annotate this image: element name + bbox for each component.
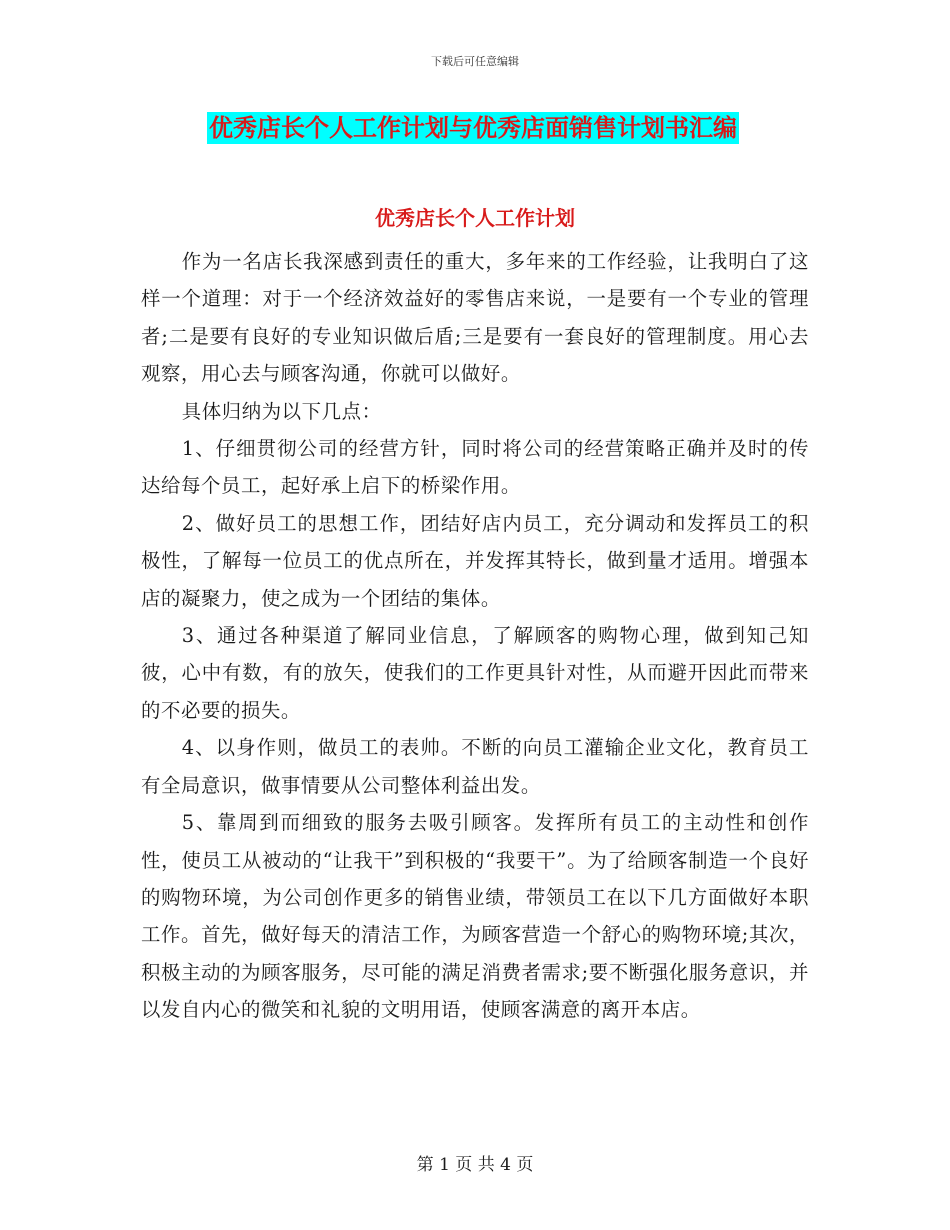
- header-note: 下载后可任意编辑: [431, 55, 519, 68]
- page-footer: 第 1 页 共 4 页: [416, 1155, 534, 1175]
- paragraph-summary-lead: 具体归纳为以下几点：: [181, 399, 382, 423]
- main-title: 优秀店长个人工作计划与优秀店面销售计划书汇编: [209, 114, 737, 142]
- paragraph-point-3: 3、通过各种渠道了解同业信息，了解顾客的购物心理，做到知己知彼，心中有数，有的放矢，使我们的工作更具针对性，从而避开因此而带来的不必要的损失。: [141, 624, 809, 722]
- paragraph-point-4: 4、以身作则，做员工的表帅。不断的向员工灌输企业文化，教育员工有全局意识，做事情要从公司整体利益出发。: [141, 736, 809, 797]
- section-title: 优秀店长个人工作计划: [375, 206, 575, 230]
- paragraph-intro: 作为一名店长我深感到责任的重大，多年来的工作经验，让我明白了这样一个道理：对于一个经济效益好的零售店来说，一是要有一个专业的管理者;二是要有良好的专业知识做后盾;三是要有一套良好的管理制度。用心去观察，用心去与顾客沟通，你就可以做好。: [141, 250, 809, 386]
- main-title-container: [207, 112, 739, 144]
- paragraph-point-1: 1、仔细贯彻公司的经营方针，同时将公司的经营策略正确并及时的传达给每个员工，起好承上启下的桥梁作用。: [141, 437, 809, 498]
- paragraph-point-5: 5、靠周到而细致的服务去吸引顾客。发挥所有员工的主动性和创作性，使员工从被动的“让我干”到积极的“我要干”。为了给顾客制造一个良好的购物环境，为公司创作更多的销售业绩，带领员工在以下几方面做好本职工作。首先，做好每天的清洁工作，为顾客营造一个舒心的购物环境;其次，积极主动的为顾客服务，尽可能的满足消费者需求;要不断强化服务意识，并以发自内心的微笑和礼貌的文明用语，使顾客满意的离开本店。: [141, 811, 809, 1022]
- body-text: [141, 243, 809, 1029]
- paragraph-point-2: 2、做好员工的思想工作，团结好店内员工，充分调动和发挥员工的积极性，了解每一位员工的优点所在，并发挥其特长，做到量才适用。增强本店的凝聚力，使之成为一个团结的集体。: [141, 511, 809, 610]
